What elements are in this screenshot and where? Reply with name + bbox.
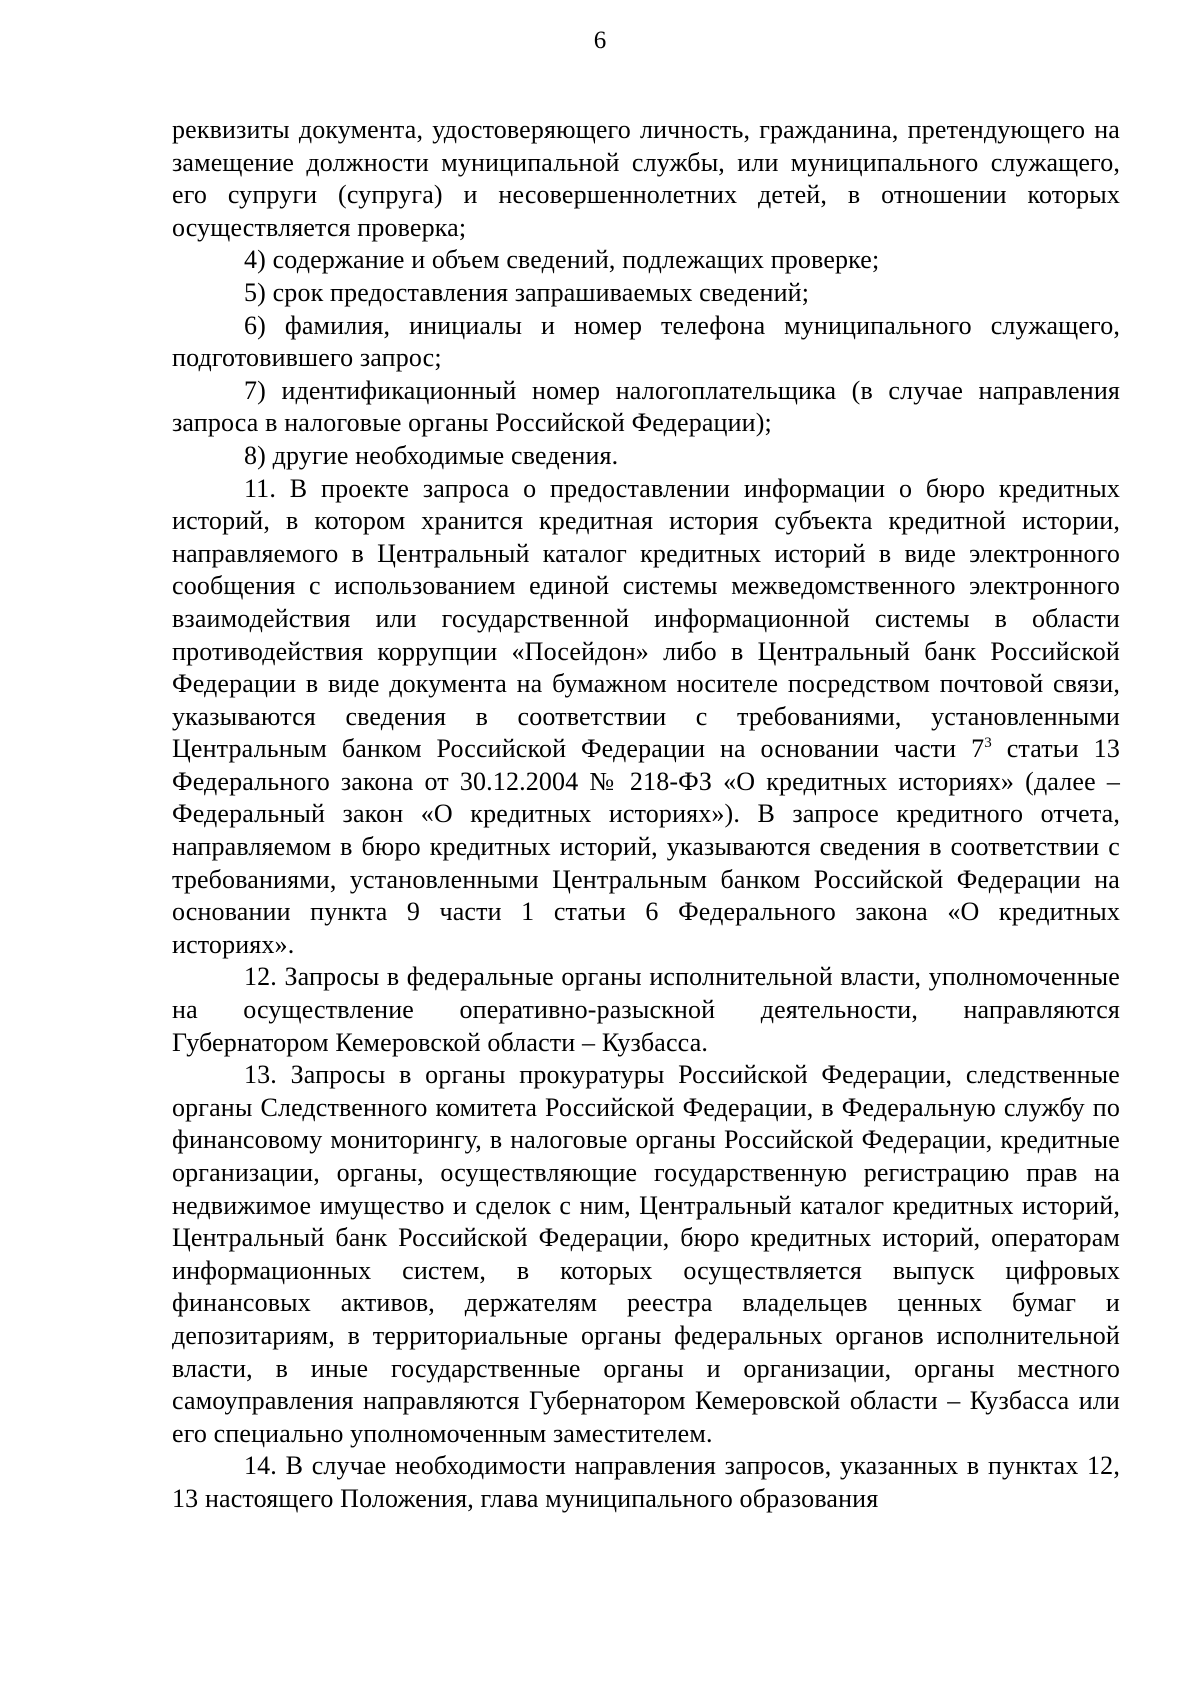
- list-item-7: 7) идентификационный номер налогоплательщика (в случае направления запроса в налоговые органы Российской Федерации);: [172, 375, 1120, 438]
- document-body: [172, 114, 1120, 1516]
- paragraph-11: [172, 473, 1120, 962]
- list-item-5: 5) срок предоставления запрашиваемых сведений;: [244, 277, 810, 307]
- page-number: 6: [593, 27, 607, 54]
- paragraph-12: 12. Запросы в федеральные органы исполнительной власти, уполномоченные на осуществление оперативно-разыскной деятельности, направляются Губернатором Кемеровской области – Кузбасса.: [172, 962, 1120, 1057]
- list-item-6: 6) фамилия, инициалы и номер телефона муниципального служащего, подготовившего запрос;: [172, 310, 1120, 373]
- paragraph-14: 14. В случае необходимости направления запросов, указанных в пунктах 12, 13 настоящего Положения, глава муниципального образования: [172, 1451, 1120, 1513]
- paragraph-11-text-a: 11. В проекте запроса о предоставлении информации о бюро кредитных историй, в котором хранится кредитная история субъекта кредитной истории, направляемого в Центральный каталог кредитных историй в виде электронного сообщения с использованием единой системы межведомственного электронного взаимодействия или государственной информационной системы в области противодействия коррупции «Посейдон» либо в Центральный банк Российской Федерации в виде документа на бумажном носителе посредством почтовой связи, указываются сведения в соответствии с требованиями, установленными Центральным банком Российской Федерации на основании части 7: [172, 473, 1120, 764]
- paragraph-11-text-b: статьи 13 Федерального закона от 30.12.2004 № 218-ФЗ «О кредитных историях» (далее – Федеральный закон «О кредитных историях»). В запросе кредитного отчета, направляемом в бюро кредитных историй, указываются сведения в соответствии с требованиями, установленными Центральным банком Российской Федерации на основании пункта 9 части 1 статьи 6 Федерального закона «О кредитных историях».: [172, 734, 1120, 959]
- superscript: 3: [984, 735, 992, 752]
- list-item-8: 8) другие необходимые сведения.: [244, 440, 619, 470]
- paragraph-requisites: реквизиты документа, удостоверяющего личность, гражданина, претендующего на замещение должности муниципальной службы, или муниципального служащего, его супруги (супруга) и несовершеннолетних детей, в отношении которых осуществляется проверка;: [172, 115, 1120, 242]
- list-item-4: 4) содержание и объем сведений, подлежащих проверке;: [244, 245, 880, 275]
- paragraph-13: 13. Запросы в органы прокуратуры Российской Федерации, следственные органы Следственного комитета Российской Федерации, в Федеральную службу по финансовому мониторингу, в налоговые органы Российской Федерации, кредитные организации, органы, осуществляющие государственную регистрацию прав на недвижимое имущество и сделок с ним, Центральный каталог кредитных историй, Центральный банк Российской Федерации, бюро кредитных историй, операторам информационных систем, в которых осуществляется выпуск цифровых финансовых активов, держателям реестра владельцев ценных бумаг и депозитариям, в территориальные органы федеральных органов исполнительной власти, в иные государственные органы и организации, органы местного самоуправления направляются Губернатором Кемеровской области – Кузбасса или его специально уполномоченным заместителем.: [172, 1060, 1120, 1448]
